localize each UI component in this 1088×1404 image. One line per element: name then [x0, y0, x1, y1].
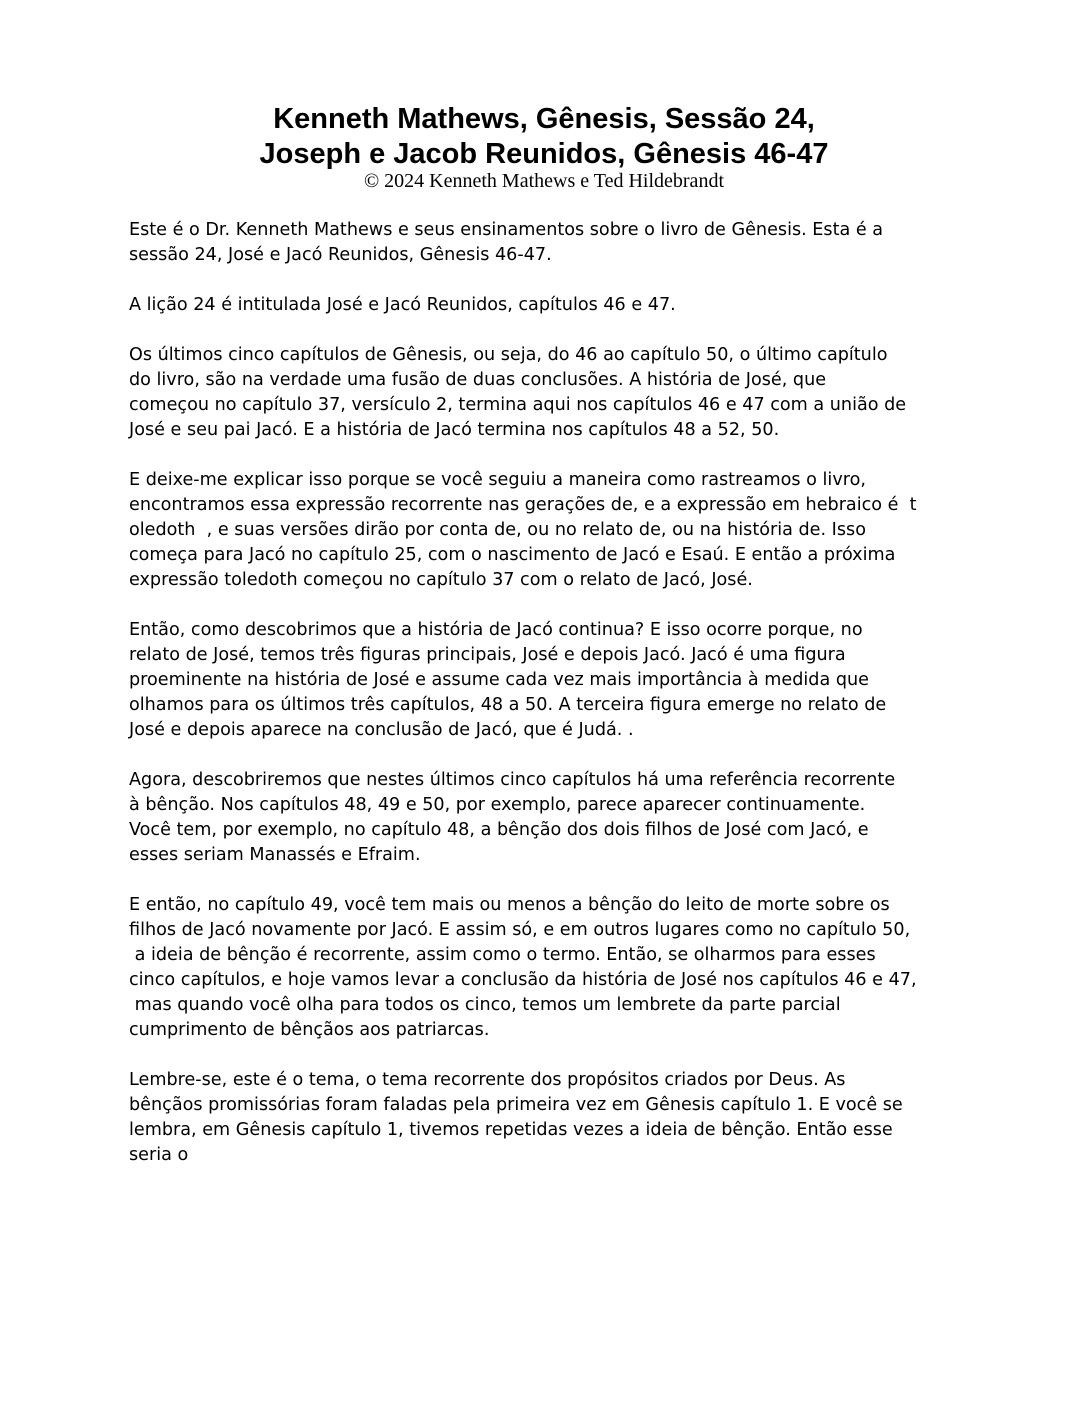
paragraph-line: Os últimos cinco capítulos de Gênesis, ou seja, do 46 ao capítulo 50, o último capítulo	[129, 345, 888, 365]
paragraph-line: cumprimento de bênçãos aos patriarcas.	[129, 1020, 490, 1040]
document-body	[129, 218, 961, 1193]
paragraph-line: seria o	[129, 1145, 189, 1165]
paragraph-line: A lição 24 é intitulada José e Jacó Reunidos, capítulos 46 e 47.	[129, 295, 676, 315]
paragraph-line: Lembre-se, este é o tema, o tema recorrente dos propósitos criados por Deus. As	[129, 1070, 846, 1090]
paragraph-line: a ideia de bênção é recorrente, assim como o termo. Então, se olharmos para esses	[129, 945, 876, 965]
paragraph	[129, 893, 961, 1043]
paragraph	[129, 768, 961, 868]
paragraph-line: E deixe-me explicar isso porque se você seguiu a maneira como rastreamos o livro,	[129, 470, 866, 490]
paragraph-line: esses seriam Manassés e Efraim.	[129, 845, 421, 865]
paragraph-line: Agora, descobriremos que nestes últimos cinco capítulos há uma referência recorrente	[129, 770, 896, 790]
paragraph-line: oledoth , e suas versões dirão por conta de, ou no relato de, ou na história de. Isso	[129, 520, 866, 540]
paragraph	[129, 218, 961, 268]
paragraph-line: sessão 24, José e Jacó Reunidos, Gênesis 46-47.	[129, 245, 552, 265]
paragraph-line: expressão toledoth começou no capítulo 37 com o relato de Jacó, José.	[129, 570, 753, 590]
paragraph	[129, 293, 961, 318]
paragraph-line: Então, como descobrimos que a história de Jacó continua? E isso ocorre porque, no	[129, 620, 863, 640]
paragraph-line: começa para Jacó no capítulo 25, com o nascimento de Jacó e Esaú. E então a próxima	[129, 545, 896, 565]
paragraph-line: à bênção. Nos capítulos 48, 49 e 50, por exemplo, parece aparecer continuamente.	[129, 795, 866, 815]
paragraph-line: lembra, em Gênesis capítulo 1, tivemos repetidas vezes a ideia de bênção. Então esse	[129, 1120, 893, 1140]
paragraph	[129, 618, 961, 743]
paragraph-line: do livro, são na verdade uma fusão de duas conclusões. A história de José, que	[129, 370, 827, 390]
paragraph-line: proeminente na história de José e assume cada vez mais importância à medida que	[129, 670, 869, 690]
paragraph-line: começou no capítulo 37, versículo 2, termina aqui nos capítulos 46 e 47 com a união de	[129, 395, 907, 415]
paragraph	[129, 343, 961, 443]
paragraph-line: Este é o Dr. Kenneth Mathews e seus ensinamentos sobre o livro de Gênesis. Esta é a	[129, 220, 884, 240]
paragraph	[129, 468, 961, 593]
copyright-notice: © 2024 Kenneth Mathews e Ted Hildebrandt	[363, 170, 724, 192]
document-title-line-1: Kenneth Mathews, Gênesis, Sessão 24,	[273, 103, 815, 135]
paragraph-line: José e seu pai Jacó. E a história de Jacó termina nos capítulos 48 a 52, 50.	[129, 420, 780, 440]
paragraph-line: bênçãos promissórias foram faladas pela primeira vez em Gênesis capítulo 1. E você se	[129, 1095, 903, 1115]
paragraph-line: relato de José, temos três figuras principais, José e depois Jacó. Jacó é uma figura	[129, 645, 846, 665]
paragraph-line: filhos de Jacó novamente por Jacó. E assim só, e em outros lugares como no capítulo 50,	[129, 920, 911, 940]
paragraph-line: José e depois aparece na conclusão de Jacó, que é Judá. .	[129, 720, 634, 740]
paragraph	[129, 1068, 961, 1168]
document-title-line-2: Joseph e Jacob Reunidos, Gênesis 46-47	[259, 138, 829, 170]
paragraph-line: cinco capítulos, e hoje vamos levar a conclusão da história de José nos capítulos 46 e 47,	[129, 970, 917, 990]
paragraph-line: E então, no capítulo 49, você tem mais ou menos a bênção do leito de morte sobre os	[129, 895, 890, 915]
paragraph-line: mas quando você olha para todos os cinco, temos um lembrete da parte parcial	[129, 995, 841, 1015]
paragraph-line: Você tem, por exemplo, no capítulo 48, a bênção dos dois filhos de José com Jacó, e	[129, 820, 869, 840]
paragraph-line: encontramos essa expressão recorrente nas gerações de, e a expressão em hebraico é t	[129, 495, 917, 515]
paragraph-line: olhamos para os últimos três capítulos, 48 a 50. A terceira figura emerge no relato de	[129, 695, 887, 715]
